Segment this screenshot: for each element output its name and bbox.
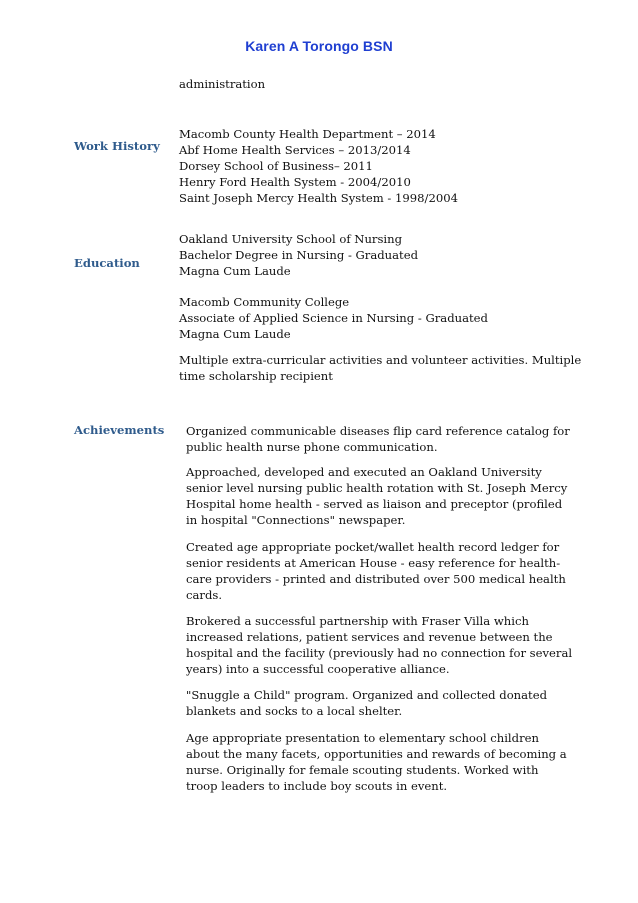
achievement-line: years) into a successful cooperative alliance. <box>186 662 450 676</box>
achievement-line: about the many facets, opportunities and rewards of becoming a <box>186 747 567 761</box>
achievement-line: cards. <box>186 588 223 602</box>
education-line: Oakland University School of Nursing <box>179 232 402 246</box>
achievement-line: troop leaders to include boy scouts in event. <box>186 779 448 793</box>
achievement-item <box>186 613 576 677</box>
achievement-line: Approached, developed and executed an Oakland University <box>186 465 542 479</box>
education-line: Bachelor Degree in Nursing - Graduated <box>179 248 419 262</box>
work-history-list <box>179 126 589 206</box>
achievement-line: increased relations, patient services and revenue between the <box>186 630 553 644</box>
achievement-item <box>186 730 576 794</box>
work-history-entry: Henry Ford Health System - 2004/2010 <box>179 175 411 189</box>
achievement-line: Created age appropriate pocket/wallet health record ledger for <box>186 540 560 554</box>
achievement-item <box>186 539 576 603</box>
achievement-line: senior level nursing public health rotation with St. Joseph Mercy <box>186 481 568 495</box>
achievement-line: blankets and socks to a local shelter. <box>186 704 403 718</box>
education-line: Associate of Applied Science in Nursing - Graduated <box>179 311 488 325</box>
achievement-item <box>186 687 576 719</box>
work-history-entry: Dorsey School of Business– 2011 <box>179 159 373 173</box>
top-fragment <box>179 76 589 92</box>
achievement-line: Organized communicable diseases flip card reference catalog for <box>186 424 570 438</box>
top-fragment-line: administration <box>179 77 266 91</box>
work-history-entry: Abf Home Health Services – 2013/2014 <box>179 143 411 157</box>
work-history-entry: Saint Joseph Mercy Health System - 1998/2004 <box>179 191 458 205</box>
achievement-line: Brokered a successful partnership with Fraser Villa which <box>186 614 529 628</box>
education-note <box>179 352 589 384</box>
work-history-entry: Macomb County Health Department – 2014 <box>179 127 436 141</box>
achievement-line: care providers - printed and distributed over 500 medical health <box>186 572 566 586</box>
education-line: Magna Cum Laude <box>179 264 291 278</box>
achievement-line: public health nurse phone communication. <box>186 440 438 454</box>
achievement-item <box>186 423 576 455</box>
achievement-line: nurse. Originally for female scouting students. Worked with <box>186 763 539 777</box>
achievement-line: hospital and the facility (previously had no connection for several <box>186 646 573 660</box>
education-school-oakland <box>179 231 589 279</box>
achievements-label: Achievements <box>74 423 165 437</box>
achievement-line: Age appropriate presentation to elementary school children <box>186 731 539 745</box>
education-note-line: time scholarship recipient <box>179 369 333 383</box>
education-note-line: Multiple extra-curricular activities and volunteer activities. Multiple <box>179 353 582 367</box>
education-line: Magna Cum Laude <box>179 327 291 341</box>
work-history-label: Work History <box>74 139 160 153</box>
achievement-line: Hospital home health - served as liaison and preceptor (profiled <box>186 497 563 511</box>
education-label: Education <box>74 256 140 270</box>
resume-name-title: Karen A Torongo BSN <box>245 38 393 54</box>
education-line: Macomb Community College <box>179 295 350 309</box>
education-school-macomb <box>179 294 589 342</box>
achievement-line: "Snuggle a Child" program. Organized and collected donated <box>186 688 547 702</box>
achievement-line: senior residents at American House - easy reference for health- <box>186 556 561 570</box>
achievement-item <box>186 464 576 528</box>
achievement-line: in hospital "Connections" newspaper. <box>186 513 406 527</box>
